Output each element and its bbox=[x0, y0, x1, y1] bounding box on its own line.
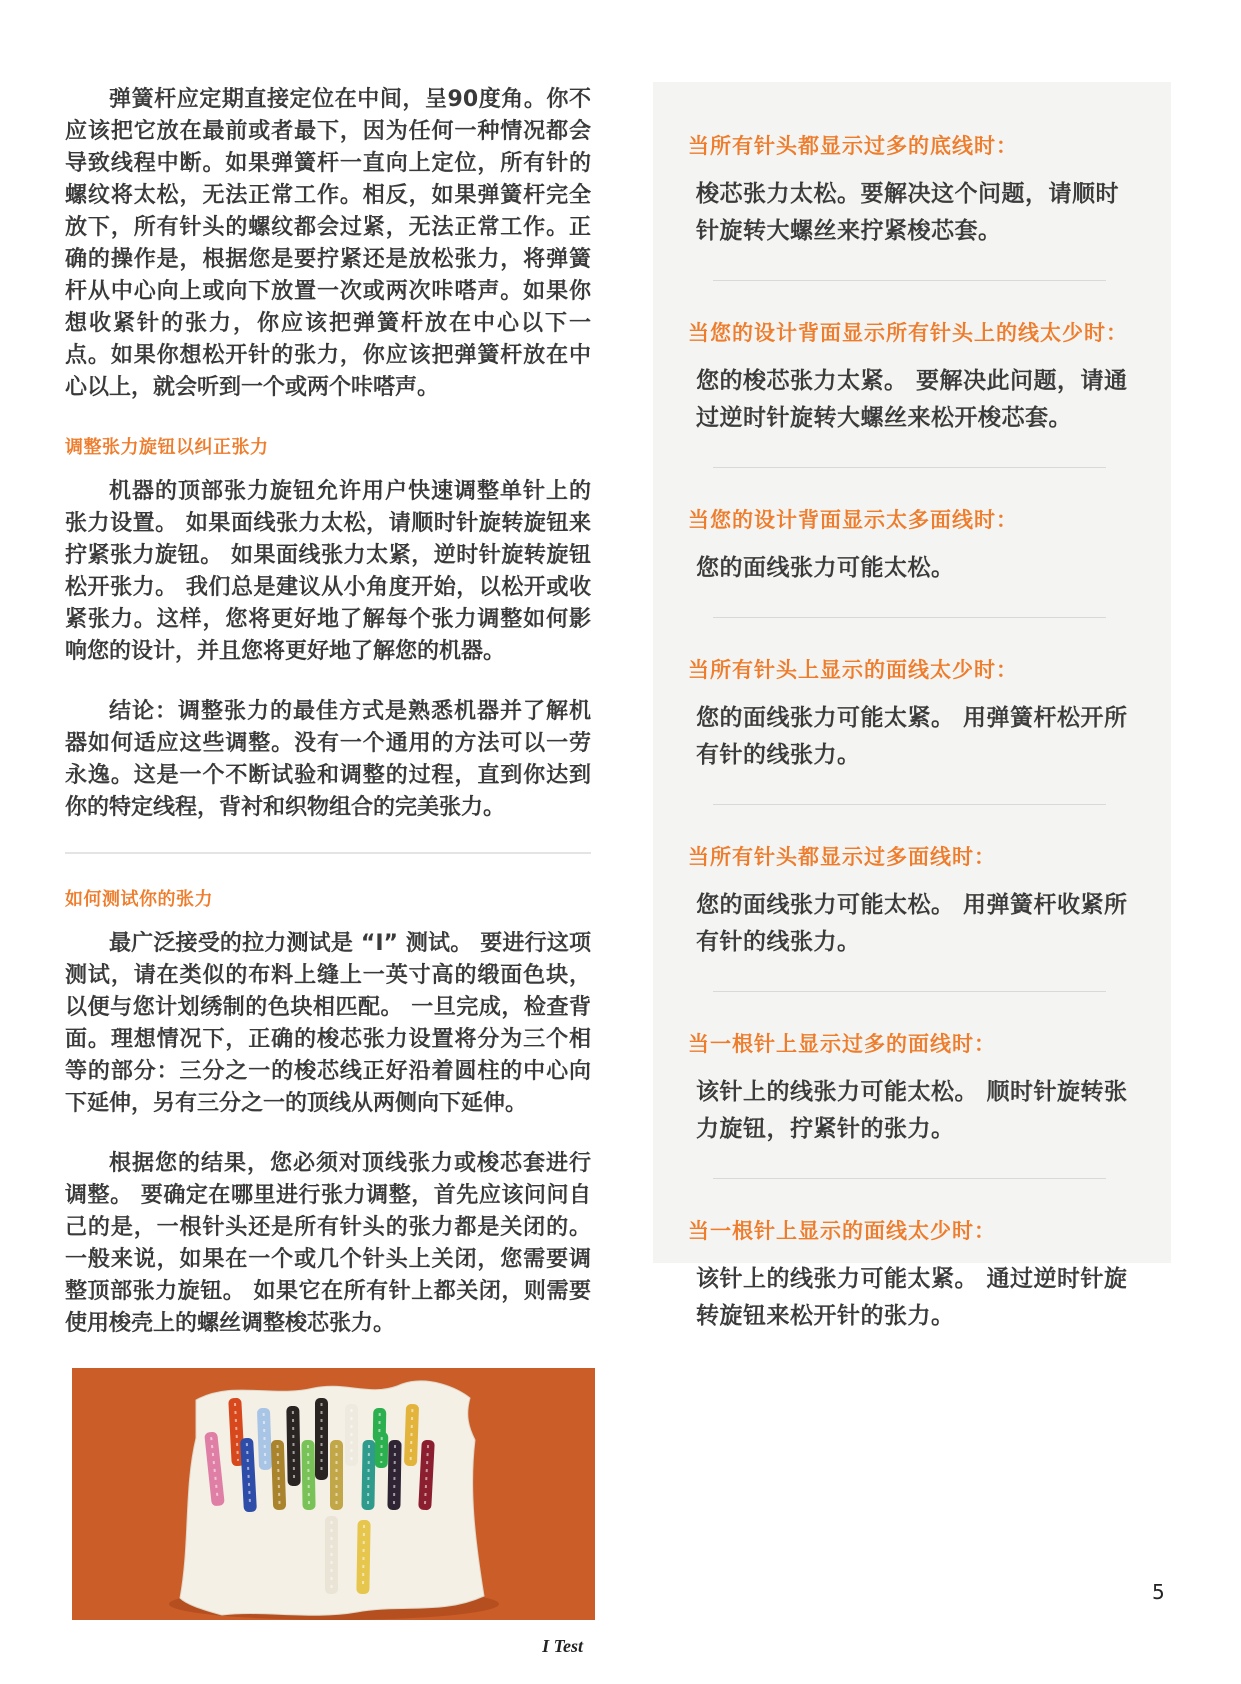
paragraph-conclusion: 结论：调整张力的最佳方式是熟悉机器并了解机器如何适应这些调整。没有一个通用的方法可以一劳永逸。这是一个不断试验和调整的过程，直到你达到你的特定线程，背衬和织物组合的完美张力。 bbox=[65, 699, 591, 820]
panel-section-heading: 当您的设计背面显示所有针头上的线太少时： bbox=[688, 321, 1128, 345]
stitch-bar bbox=[356, 1520, 370, 1594]
figure-caption: I Test bbox=[542, 1636, 583, 1656]
stitch-bar bbox=[330, 1440, 343, 1510]
panel-section-body: 梭芯张力太松。要解决这个问题，请顺时针旋转大螺丝来拧紧梭芯套。 bbox=[696, 181, 1119, 244]
stitch-bar bbox=[325, 1516, 338, 1594]
panel-divider bbox=[713, 280, 1106, 281]
stitch-bar bbox=[375, 1432, 389, 1468]
panel-section-body: 您的面线张力可能太松。 用弹簧杆收紧所有针的线张力。 bbox=[696, 892, 1128, 955]
paragraph-adjust-result: 根据您的结果，您必须对顶线张力或梭芯套进行调整。 要确定在哪里进行张力调整，首先应该问问自己的是，一根针头还是所有针头的张力都是关闭的。 一般来说，如果在一个或几个针头上关闭，您需要调整顶部张力旋钮。 如果它在所有针上都关闭，则需要使用梭壳上的螺丝调整梭芯张力。 bbox=[65, 1151, 591, 1336]
left-section-divider bbox=[65, 852, 591, 854]
heading-adjust-tension-knob: 调整张力旋钮以纠正张力 bbox=[65, 437, 269, 458]
paragraph-spring-lever: 弹簧杆应定期直接定位在中间，呈90度角。你不应该把它放在最前或者最下，因为任何一种情况都会导致线程中断。如果弹簧杆一直向上定位，所有针的螺纹将太松，无法正常工作。相反，如果弹簧杆完全放下，所有针头的螺纹都会过紧，无法正常工作。正确的操作是，根据您是要拧紧还是放松张力，将弹簧杆从中心向上或向下放置一次或两次咔嗒声。如果你想收紧针的张力，你应该把弹簧杆放在中心以下一点。如果你想松开针的张力，你应该把弹簧杆放在中心以上，就会听到一个或两个咔嗒声。 bbox=[65, 87, 591, 400]
stitch-bar bbox=[315, 1398, 328, 1480]
stitch-bar bbox=[286, 1406, 300, 1486]
panel-section-body: 该针上的线张力可能太松。 顺时针旋转张力旋钮，拧紧针的张力。 bbox=[696, 1079, 1128, 1142]
stitch-bar bbox=[387, 1440, 401, 1510]
panel-section-heading: 当一根针上显示的面线太少时： bbox=[688, 1219, 996, 1243]
panel-divider bbox=[713, 617, 1106, 618]
paragraph-tension-knob: 机器的顶部张力旋钮允许用户快速调整单针上的张力设置。 如果面线张力太松，请顺时针旋转旋钮来拧紧张力旋钮。 如果面线张力太紧，逆时针旋转旋钮松开张力。 我们总是建议从小角度开始，以松开或收紧张力。这样，您将更好地了解每个张力调整如何影响您的设计，并且您将更好地了解您的机器。 bbox=[65, 479, 591, 664]
embroidery-test-image bbox=[72, 1368, 595, 1620]
panel-section-heading: 当一根针上显示过多的面线时： bbox=[688, 1032, 996, 1056]
paragraph-i-test: 最广泛接受的拉力测试是 “I” 测试。 要进行这项测试，请在类似的布料上缝上一英寸高的缎面色块，以便与您计划绣制的色块相匹配。 一旦完成，检查背面。理想情况下，正确的梭芯张力设置将分为三个相等的部分：三分之一的梭芯线正好沿着圆柱的中心向下延伸，另有三分之一的顶线从两侧向下延伸。 bbox=[65, 931, 591, 1116]
stitch-bar bbox=[301, 1440, 315, 1510]
panel-section-body: 您的面线张力可能太紧。 用弹簧杆松开所有针的线张力。 bbox=[696, 705, 1128, 768]
panel-section-heading: 当您的设计背面显示太多面线时： bbox=[688, 508, 1018, 532]
stitch-bar bbox=[361, 1440, 375, 1510]
panel-section-body: 您的梭芯张力太紧。 要解决此问题，请通过逆时针旋转大螺丝来松开梭芯套。 bbox=[696, 368, 1128, 431]
stitch-bar bbox=[404, 1404, 419, 1466]
stitch-bar bbox=[271, 1440, 286, 1510]
panel-divider bbox=[713, 991, 1106, 992]
panel-section-body: 您的面线张力可能太松。 bbox=[696, 555, 955, 581]
i-test-photo bbox=[72, 1368, 595, 1662]
stitch-bar bbox=[257, 1408, 272, 1470]
page-number: 5 bbox=[1152, 1580, 1165, 1604]
panel-divider bbox=[713, 804, 1106, 805]
left-column bbox=[65, 84, 591, 1662]
panel-divider bbox=[713, 1178, 1106, 1179]
panel-section-heading: 当所有针头上显示的面线太少时： bbox=[688, 658, 1018, 682]
panel-divider bbox=[713, 467, 1106, 468]
troubleshooting-panel bbox=[653, 82, 1171, 1329]
panel-section-body: 该针上的线张力可能太紧。 通过逆时针旋转旋钮来松开针的张力。 bbox=[696, 1266, 1128, 1329]
heading-how-to-test-tension: 如何测试你的张力 bbox=[65, 889, 213, 910]
panel-section-heading: 当所有针头都显示过多的底线时： bbox=[688, 134, 1018, 158]
stitch-bar bbox=[345, 1404, 358, 1466]
panel-section-heading: 当所有针头都显示过多面线时： bbox=[688, 845, 996, 869]
